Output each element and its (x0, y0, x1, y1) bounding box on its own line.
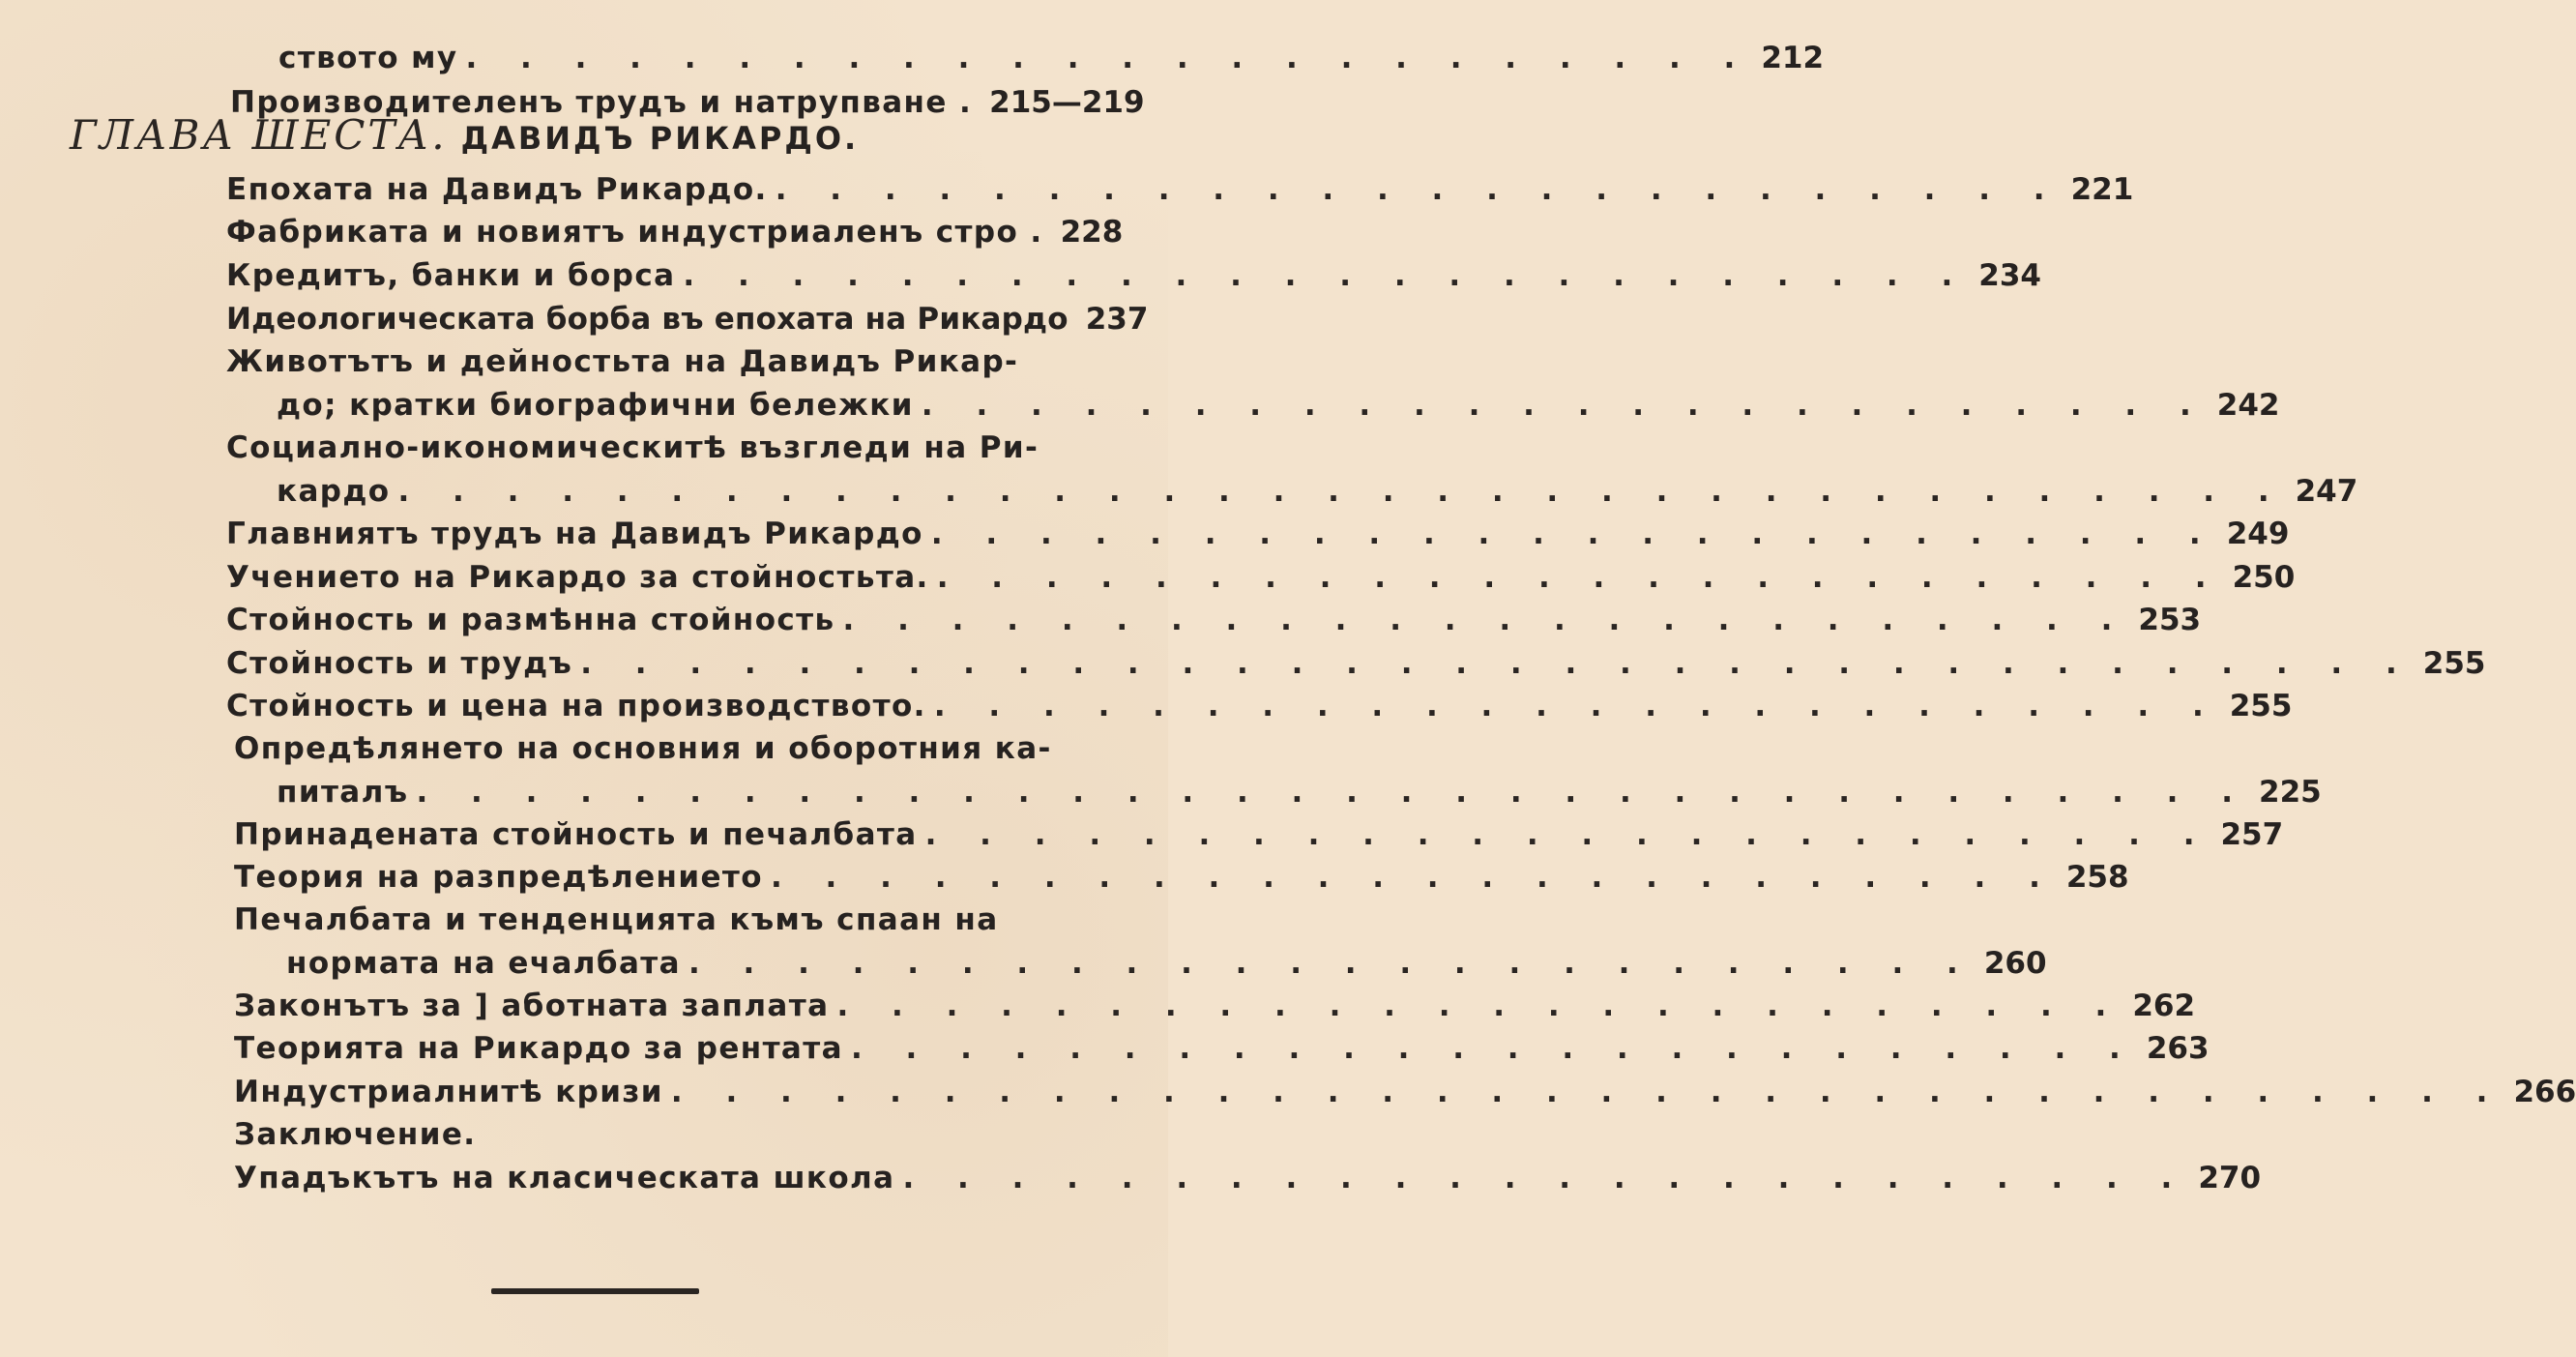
toc-entry-title: Заключение. (234, 1117, 477, 1152)
toc-entry (234, 1153, 2262, 1195)
toc-entry-title: Социално-икономическитѣ възгледи на Ри- (226, 430, 1039, 465)
toc-entry-title: Стойность и цена на производството. (226, 689, 926, 723)
toc-entry (226, 595, 2202, 637)
toc-entry (226, 638, 2486, 681)
toc-entry-title: Теория на разпредѣлението (234, 860, 763, 895)
dot-leader: . . . . . . . . . . . . . . . . . . . . . . . . (842, 603, 2129, 637)
toc-entry-title: Упадъкътъ на класическата школа (234, 1161, 895, 1195)
toc-entry-title: Законътъ за ] аботната заплата (234, 988, 830, 1023)
toc-entry-page: 257 (2220, 817, 2284, 852)
chapter-label: ГЛАВА ШЕСТА. (70, 111, 448, 159)
toc-entry-page: 225 (2259, 775, 2322, 810)
toc-entry-title: Принадената стойность и печалбата (234, 817, 918, 852)
toc-entry (234, 852, 2129, 895)
toc-entry-title: нормата на ечалбата (286, 946, 681, 981)
toc-entry (226, 294, 1149, 337)
toc-entry-page: 258 (2065, 860, 2129, 895)
dot-leader: . . . . . . . . . . . . . . . . . . . . . . . . (836, 988, 2123, 1023)
toc-entry-title: Фабриката и новиятъ индустриаленъ стро . (226, 215, 1043, 250)
dot-leader: . . . . . . . . . . . . . . . . . . . . . . . . (921, 388, 2208, 423)
dot-leader: . . . . . . . . . . . . . . . . . . . . . . . . (930, 516, 2217, 551)
toc-entry (226, 337, 1018, 377)
toc-entry-title: Теорията на Рикардо за рентата (234, 1031, 843, 1066)
toc-entry-page: 255 (2229, 689, 2293, 723)
toc-entry (277, 466, 2358, 509)
toc-entry (277, 767, 2322, 810)
toc-entry-title: Опредѣлянето на основния и оборотния ка- (234, 731, 1052, 766)
toc-entry (278, 33, 1825, 75)
toc-entry (234, 1067, 2576, 1109)
dot-leader: . . . . . . . . . . . . . . . . . . . . . . . . . . . . . . . . . . (416, 775, 2249, 810)
toc-entry (234, 810, 2284, 852)
toc-entry (226, 251, 2042, 293)
toc-entry-title: Производителенъ трудъ и натрупване . (230, 85, 973, 120)
dot-leader: . . . . . . . . . . . . . . . . . . . . . . . . (902, 1161, 2189, 1195)
toc-entry-page: 250 (2232, 560, 2296, 595)
toc-entry (277, 380, 2280, 423)
toc-entry-title: Кредитъ, банки и борса (226, 258, 676, 293)
toc-entry-page: 234 (1978, 258, 2042, 293)
toc-entry-title: Стойность и трудъ (226, 646, 573, 681)
dot-leader: . . . . . . . . . . . . . . . . . . . . . . . . (465, 41, 1752, 75)
dot-leader: . . . . . . . . . . . . . . . . . . . . . . . . (924, 817, 2211, 852)
toc-entry-title: Идеологическата борба въ епохата на Рикардо (226, 302, 1068, 337)
toc-entry (226, 509, 2290, 551)
dot-leader: . . . . . . . . . . . . . . . . . . . . . . . . (688, 946, 1975, 981)
dot-leader: . . . . . . . . . . . . . . . . . . . . . . . . (775, 172, 2062, 207)
toc-entry-title: ството му (278, 41, 458, 75)
toc-entry-page: 260 (1983, 946, 2047, 981)
toc-entry-page: 242 (2216, 388, 2280, 423)
toc-entry (234, 723, 1052, 764)
toc-entry (226, 207, 1124, 250)
toc-entry-page: 212 (1761, 41, 1825, 75)
dot-leader: . . . . . . . . . . . . . . . . . . . . . . . . . . . . . . . . . . . (397, 474, 2286, 509)
toc-entry-page: 270 (2198, 1161, 2262, 1195)
toc-entry-title: Стойность и размѣнна стойность (226, 603, 835, 637)
toc-entry (226, 681, 2293, 723)
toc-entry-page: 247 (2295, 474, 2358, 509)
toc-entry-title: Епохата на Давидъ Рикардо. (226, 172, 768, 207)
dot-leader: . . . . . . . . . . . . . . . . . . . . . . . . (936, 560, 2223, 595)
toc-entry-title: питалъ (277, 775, 409, 810)
toc-entry-title: кардо (277, 474, 391, 509)
end-rule (491, 1288, 699, 1294)
toc-entry (226, 423, 1039, 463)
toc-entry (234, 1109, 476, 1150)
toc-entry-title: Главниятъ трудъ на Давидъ Рикардо (226, 516, 923, 551)
dot-leader: . . . . . . . . . . . . . . . . . . . . . . . . . . . . . . . . . . (580, 646, 2414, 681)
toc-entry (226, 164, 2134, 207)
toc-entry (286, 938, 2047, 981)
toc-entry-page: 262 (2132, 988, 2196, 1023)
toc-entry-page: 263 (2146, 1031, 2210, 1066)
toc-entry-page: 237 (1085, 302, 1149, 337)
toc-entry-page: 249 (2226, 516, 2290, 551)
toc-entry-page: 215—219 (989, 85, 1145, 120)
toc-entry (226, 552, 2296, 595)
toc-entry-page: 253 (2138, 603, 2202, 637)
toc-entry (234, 1023, 2210, 1066)
toc-entry-title: Индустриалнитѣ кризи (234, 1075, 663, 1109)
dot-leader: . . . . . . . . . . . . . . . . . . . . . . . . (683, 258, 1970, 293)
toc-entry-title: Печалбата и тенденцията къмъ спаан на (234, 902, 999, 937)
dot-leader: . . . . . . . . . . . . . . . . . . . . . . . . . . . . . . . . . . (670, 1075, 2504, 1109)
toc-entry-title: до; кратки биографични бележки (277, 388, 914, 423)
dot-leader: . . . . . . . . . . . . . . . . . . . . . . . . (850, 1031, 2137, 1066)
toc-entry (234, 895, 999, 935)
toc-entry-title: Животътъ и дейностьта на Давидъ Рикар- (226, 344, 1019, 379)
toc-entry-page: 255 (2422, 646, 2486, 681)
toc-entry-page: 266 (2513, 1075, 2576, 1109)
chapter-name: ДАВИДЪ РИКАРДО. (460, 120, 860, 157)
toc-entry-title: Учението на Рикардо за стойностьта. (226, 560, 929, 595)
toc-entry (234, 981, 2196, 1023)
toc-entry-page: 228 (1060, 215, 1124, 250)
toc-entry-page: 221 (2070, 172, 2134, 207)
dot-leader: . . . . . . . . . . . . . . . . . . . . . . . . (933, 689, 2220, 723)
chapter-heading (70, 104, 859, 159)
dot-leader: . . . . . . . . . . . . . . . . . . . . . . . . (770, 860, 2057, 895)
